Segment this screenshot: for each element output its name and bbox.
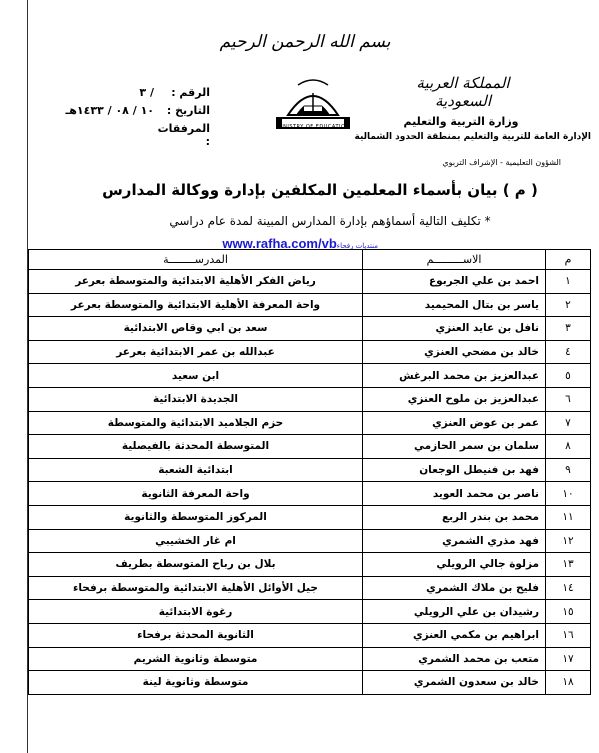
cell-name: مزلوة جالي الرويلي bbox=[363, 553, 546, 577]
cell-name: خالد بن مضحي العنزي bbox=[363, 340, 546, 364]
cell-num: ٥ bbox=[546, 364, 591, 388]
table-row bbox=[29, 458, 591, 482]
attach-line bbox=[40, 122, 210, 148]
cell-school: واحة المعرفة الأهلية الابتدائية والمتوسطة بعرعر bbox=[29, 293, 363, 317]
table-row bbox=[29, 647, 591, 671]
cell-num: ١٢ bbox=[546, 529, 591, 553]
cell-school: المركوز المتوسطة والثانوية bbox=[29, 505, 363, 529]
cell-school: بلال بن رباح المتوسطة بطريف bbox=[29, 553, 363, 577]
table-row bbox=[29, 505, 591, 529]
letterhead-left bbox=[40, 86, 210, 148]
cell-num: ١٦ bbox=[546, 623, 591, 647]
cell-name: رشيدان بن علي الرويلي bbox=[363, 600, 546, 624]
table-row bbox=[29, 293, 591, 317]
basmala: بسم الله الرحمن الرحيم bbox=[219, 32, 391, 52]
date-value: ١٠ / ٠٨ / ١٤٣٣هـ bbox=[65, 104, 154, 117]
assignments-table bbox=[28, 249, 591, 695]
cell-name: متعب بن محمد الشمري bbox=[363, 647, 546, 671]
cell-school: حزم الجلاميد الابتدائية والمتوسطة bbox=[29, 411, 363, 435]
table-row bbox=[29, 600, 591, 624]
cell-school: جيل الأوائل الأهلية الابتدائية والمتوسطة برفحاء bbox=[29, 576, 363, 600]
cell-num: ١٨ bbox=[546, 671, 591, 695]
cell-school: رياض الفكر الأهلية الابتدائية والمتوسطة بعرعر bbox=[29, 270, 363, 294]
department-name: الإدارة العامة للتربية والتعليم بمنطقة الحدود الشمالية bbox=[354, 132, 591, 142]
date-line bbox=[40, 104, 210, 122]
cell-num: ٨ bbox=[546, 435, 591, 459]
attach-label: المرفقات : bbox=[157, 122, 210, 148]
cell-name: عبدالعزيز بن ملوح العنزي bbox=[363, 387, 546, 411]
cell-num: ٤ bbox=[546, 340, 591, 364]
document-subtitle: * تكليف التالية أسماؤهم بإدارة المدارس المبينة لمدة عام دراسي bbox=[169, 214, 491, 228]
cell-school: رغوة الابتدائية bbox=[29, 600, 363, 624]
cell-school: سعد بن ابي وقاص الابتدائية bbox=[29, 317, 363, 341]
letterhead-right bbox=[354, 74, 591, 167]
table-row bbox=[29, 411, 591, 435]
header-name: الاســـــــــم bbox=[363, 250, 546, 270]
cell-school: الجديدة الابتدائية bbox=[29, 387, 363, 411]
watermark-forum: منتديات رفحاء bbox=[336, 242, 378, 250]
cell-school: ام غار الخشيبي bbox=[29, 529, 363, 553]
cell-num: ١ bbox=[546, 270, 591, 294]
table-row bbox=[29, 482, 591, 506]
cell-school: متوسطة وثانوية الشريم bbox=[29, 647, 363, 671]
cell-num: ١٥ bbox=[546, 600, 591, 624]
ref-value: / ٣ bbox=[139, 86, 154, 99]
cell-school: عبدالله بن عمر الابتدائية بعرعر bbox=[29, 340, 363, 364]
cell-school: ابتدائية الشعبة bbox=[29, 458, 363, 482]
cell-school: متوسطة وثانوية لينة bbox=[29, 671, 363, 695]
watermark-url: www.rafha.com/vb bbox=[222, 236, 337, 251]
cell-school: واحة المعرفة الثانوية bbox=[29, 482, 363, 506]
table-row bbox=[29, 623, 591, 647]
cell-school: المتوسطة المحدثة بالفيصلية bbox=[29, 435, 363, 459]
table-row bbox=[29, 364, 591, 388]
cell-name: ابراهيم بن مكمي العنزي bbox=[363, 623, 546, 647]
cell-num: ٩ bbox=[546, 458, 591, 482]
cell-num: ١٤ bbox=[546, 576, 591, 600]
header-school: المدرســــــــة bbox=[29, 250, 363, 270]
table-row bbox=[29, 317, 591, 341]
cell-school: الثانوية المحدثة برفحاء bbox=[29, 623, 363, 647]
cell-num: ١٧ bbox=[546, 647, 591, 671]
table-row bbox=[29, 529, 591, 553]
cell-name: عبدالعزيز بن محمد البرغش bbox=[363, 364, 546, 388]
cell-school: ابن سعيد bbox=[29, 364, 363, 388]
cell-name: ناصر بن محمد العويد bbox=[363, 482, 546, 506]
cell-name: فهد مذري الشمري bbox=[363, 529, 546, 553]
table-row bbox=[29, 576, 591, 600]
table-row bbox=[29, 671, 591, 695]
cell-name: نافل بن عايد العنزي bbox=[363, 317, 546, 341]
cell-name: خالد بن سعدون الشمري bbox=[363, 671, 546, 695]
table-header-row bbox=[29, 250, 591, 270]
table-row bbox=[29, 387, 591, 411]
section-name: الشؤون التعليمية - الإشراف التربوي bbox=[442, 158, 561, 167]
kingdom-name: المملكة العربية السعودية bbox=[416, 74, 510, 110]
cell-name: احمد بن علي الجربوع bbox=[363, 270, 546, 294]
cell-name: محمد بن بندر الربع bbox=[363, 505, 546, 529]
date-label: التاريخ : bbox=[166, 104, 210, 117]
table-row bbox=[29, 270, 591, 294]
cell-name: سلمان بن سمر الحازمي bbox=[363, 435, 546, 459]
cell-num: ٧ bbox=[546, 411, 591, 435]
header-num: م bbox=[546, 250, 591, 270]
cell-num: ١٣ bbox=[546, 553, 591, 577]
cell-num: ١١ bbox=[546, 505, 591, 529]
cell-name: عمر بن عوض العنزي bbox=[363, 411, 546, 435]
cell-name: فهد بن فنيطل الوجعان bbox=[363, 458, 546, 482]
cell-num: ٢ bbox=[546, 293, 591, 317]
table-row bbox=[29, 435, 591, 459]
cell-num: ١٠ bbox=[546, 482, 591, 506]
document-title: ( م ) بيان بأسماء المعلمين المكلفين بإدارة ووكالة المدارس bbox=[102, 181, 538, 199]
cell-name: ياسر بن بتال المحيميد bbox=[363, 293, 546, 317]
ref-label: الرقم : bbox=[171, 86, 210, 99]
table-row bbox=[29, 553, 591, 577]
cell-name: فليح بن ملاك الشمري bbox=[363, 576, 546, 600]
ref-line bbox=[40, 86, 210, 104]
table-row bbox=[29, 340, 591, 364]
cell-num: ٦ bbox=[546, 387, 591, 411]
logo-caption: MINISTRY OF EDUCATION bbox=[276, 124, 350, 130]
ministry-name: وزارة التربية والتعليم bbox=[403, 115, 519, 128]
cell-num: ٣ bbox=[546, 317, 591, 341]
